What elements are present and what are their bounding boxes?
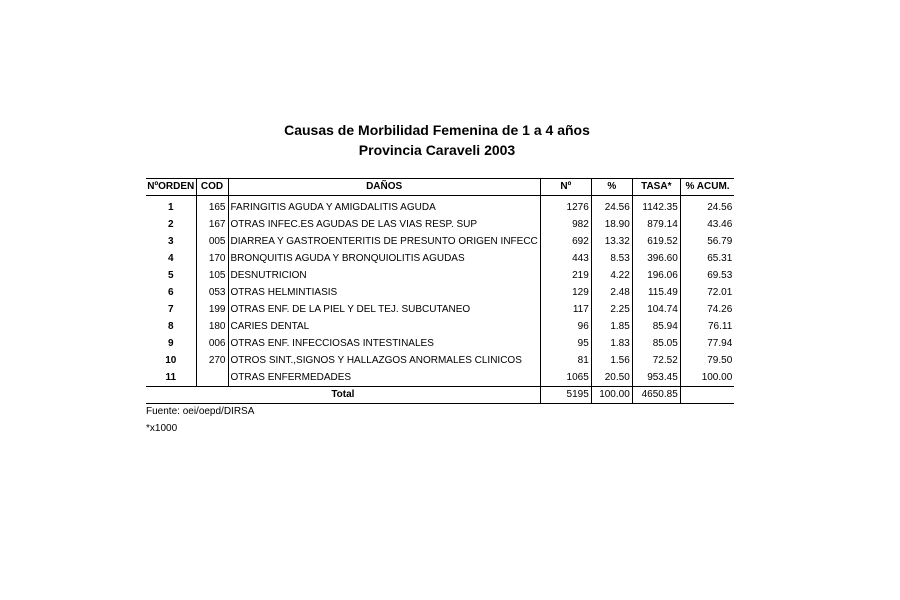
header-tasa: TASA* <box>632 179 680 196</box>
row-n: 95 <box>540 335 591 352</box>
row-tasa: 953.45 <box>632 369 680 387</box>
row-pct: 8.53 <box>591 250 632 267</box>
row-dano: OTRAS ENF. DE LA PIEL Y DEL TEJ. SUBCUTANEO <box>228 301 540 318</box>
row-acum: 100.00 <box>701 371 733 383</box>
row-cod <box>196 369 228 387</box>
row-tasa: 85.05 <box>632 335 680 352</box>
morbidity-table <box>146 178 734 404</box>
header-cod: COD <box>196 179 228 196</box>
total-tasa: 4650.85 <box>632 387 680 404</box>
row-acum: 74.26 <box>707 303 733 315</box>
row-acum: 72.01 <box>707 286 733 298</box>
row-cod: 053 <box>196 284 228 301</box>
row-pct: 1.83 <box>591 335 632 352</box>
row-pct: 1.85 <box>591 318 632 335</box>
row-acum: 43.46 <box>707 218 733 230</box>
header-acum: % ACUM. <box>680 179 734 196</box>
row-n: 81 <box>540 352 591 369</box>
row-tasa: 85.94 <box>632 318 680 335</box>
row-cod: 170 <box>196 250 228 267</box>
row-n: 1276 <box>540 199 591 216</box>
row-acum: 69.53 <box>707 269 733 281</box>
row-tasa: 72.52 <box>632 352 680 369</box>
row-pct: 2.25 <box>591 301 632 318</box>
row-n: 96 <box>540 318 591 335</box>
table-row <box>146 301 734 318</box>
row-n: 443 <box>540 250 591 267</box>
row-orden: 10 <box>146 352 196 369</box>
row-tasa: 1142.35 <box>632 199 680 216</box>
row-orden: 11 <box>146 369 196 387</box>
row-n: 117 <box>540 301 591 318</box>
row-orden: 3 <box>146 233 196 250</box>
row-cod: 167 <box>196 216 228 233</box>
row-orden: 2 <box>146 216 196 233</box>
row-acum: 24.56 <box>707 201 733 213</box>
header-pct: % <box>591 179 632 196</box>
row-dano: FARINGITIS AGUDA Y AMIGDALITIS AGUDA <box>228 199 540 216</box>
row-n: 1065 <box>540 369 591 387</box>
row-cod: 270 <box>196 352 228 369</box>
row-tasa: 619.52 <box>632 233 680 250</box>
row-pct: 2.48 <box>591 284 632 301</box>
row-orden: 6 <box>146 284 196 301</box>
row-orden: 9 <box>146 335 196 352</box>
row-tasa: 115.49 <box>632 284 680 301</box>
total-row <box>146 387 734 404</box>
table-row <box>146 318 734 335</box>
row-pct: 18.90 <box>591 216 632 233</box>
row-n: 219 <box>540 267 591 284</box>
row-dano: OTRAS ENF. INFECCIOSAS INTESTINALES <box>228 335 540 352</box>
header-orden: NºORDEN <box>146 179 196 196</box>
row-acum: 79.50 <box>707 354 733 366</box>
row-dano: DIARREA Y GASTROENTERITIS DE PRESUNTO ORIGEN INFECC <box>228 233 540 250</box>
row-n: 692 <box>540 233 591 250</box>
total-acum <box>680 387 734 404</box>
row-dano: OTROS SINT.,SIGNOS Y HALLAZGOS ANORMALES CLINICOS <box>228 352 540 369</box>
row-tasa: 879.14 <box>632 216 680 233</box>
header-danos: DAÑOS <box>228 179 540 196</box>
row-pct: 24.56 <box>591 199 632 216</box>
row-orden: 7 <box>146 301 196 318</box>
row-cod: 165 <box>196 199 228 216</box>
table-row <box>146 250 734 267</box>
row-dano: BRONQUITIS AGUDA Y BRONQUIOLITIS AGUDAS <box>228 250 540 267</box>
row-cod: 006 <box>196 335 228 352</box>
row-cod: 199 <box>196 301 228 318</box>
row-orden: 8 <box>146 318 196 335</box>
row-tasa: 196.06 <box>632 267 680 284</box>
table-row <box>146 216 734 233</box>
table-row <box>146 369 734 387</box>
row-acum: 56.79 <box>707 235 733 247</box>
row-tasa: 396.60 <box>632 250 680 267</box>
row-n: 982 <box>540 216 591 233</box>
row-pct: 20.50 <box>591 369 632 387</box>
row-orden: 4 <box>146 250 196 267</box>
table-header-row <box>146 179 734 196</box>
row-dano: CARIES DENTAL <box>228 318 540 335</box>
table-row <box>146 335 734 352</box>
header-n: Nº <box>540 179 591 196</box>
row-acum: 77.94 <box>707 337 733 349</box>
table-subtitle: Provincia Caraveli 2003 <box>358 142 516 158</box>
table-row <box>146 284 734 301</box>
row-cod: 005 <box>196 233 228 250</box>
table-row <box>146 267 734 284</box>
row-pct: 1.56 <box>591 352 632 369</box>
row-acum: 65.31 <box>707 252 733 264</box>
source-note: Fuente: oei/oepd/DIRSA <box>146 406 255 417</box>
table-row <box>146 352 734 369</box>
row-pct: 4.22 <box>591 267 632 284</box>
row-cod: 180 <box>196 318 228 335</box>
row-dano: OTRAS HELMINTIASIS <box>228 284 540 301</box>
table-row <box>146 233 734 250</box>
row-dano: DESNUTRICION <box>228 267 540 284</box>
row-cod: 105 <box>196 267 228 284</box>
row-n: 129 <box>540 284 591 301</box>
row-orden: 5 <box>146 267 196 284</box>
row-dano: OTRAS INFEC.ES AGUDAS DE LAS VIAS RESP. SUP <box>228 216 540 233</box>
row-pct: 13.32 <box>591 233 632 250</box>
row-dano: OTRAS ENFERMEDADES <box>228 369 540 387</box>
total-pct: 100.00 <box>591 387 632 404</box>
row-tasa: 104.74 <box>632 301 680 318</box>
total-label: Total <box>146 387 540 404</box>
footnote: *x1000 <box>146 423 178 434</box>
table-body <box>146 196 734 387</box>
table-row <box>146 199 734 216</box>
row-acum: 76.11 <box>707 320 733 332</box>
row-orden: 1 <box>146 199 196 216</box>
total-n: 5195 <box>540 387 591 404</box>
table-title: Causas de Morbilidad Femenina de 1 a 4 años <box>284 122 590 138</box>
